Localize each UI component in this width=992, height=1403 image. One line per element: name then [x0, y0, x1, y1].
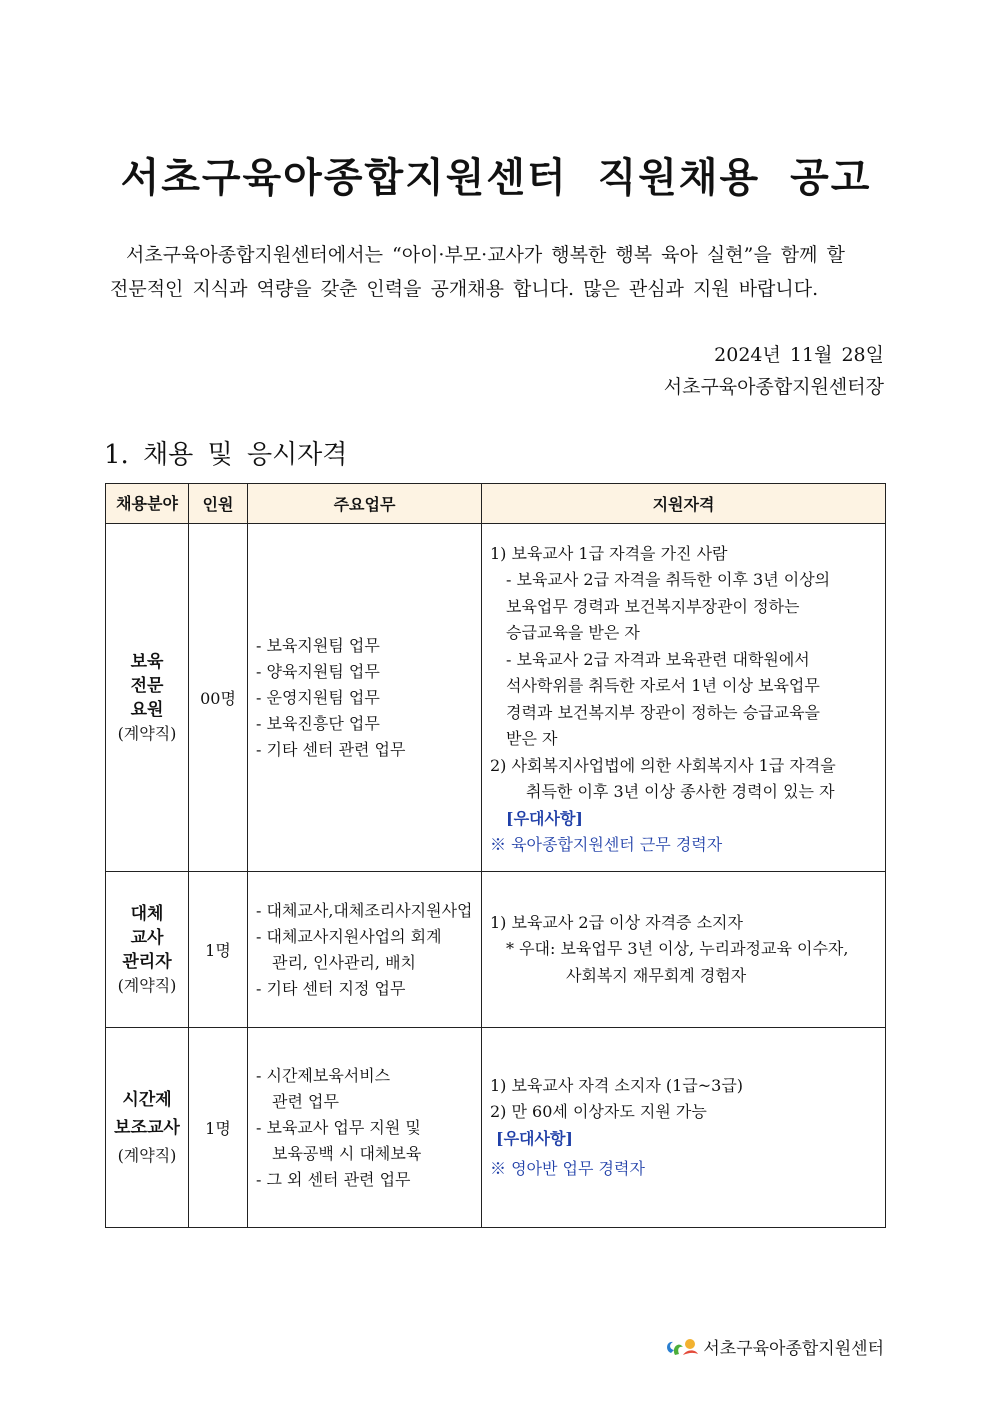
- notice-date: 2024년 11월 28일: [714, 344, 884, 366]
- field-name-line: 대체: [130, 903, 164, 924]
- qualifications-cell: [482, 872, 886, 1028]
- qualification-line: 2) 만 60세 이상자도 지원 가능: [490, 1102, 707, 1121]
- field-name-line: 교사: [130, 927, 164, 948]
- qualification-line: 보육업무 경력과 보건복지부장관이 정하는: [506, 596, 800, 616]
- footer-logo-text: 서초구육아종합지원센터: [703, 1339, 884, 1359]
- qualification-line: - 보육교사 2급 자격을 취득한 이후 3년 이상의: [506, 570, 831, 589]
- notice-signature: 서초구육아종합지원센터장: [663, 376, 884, 398]
- duty-item: - 보육교사 업무 지원 및: [256, 1117, 421, 1137]
- preference-item: ※ 영아반 업무 경력자: [490, 1159, 645, 1178]
- contract-type: (계약직): [117, 723, 177, 743]
- page-title: 서초구육아종합지원센터 직원채용 공고: [120, 155, 872, 201]
- center-logo-icon: [663, 1335, 699, 1359]
- qualification-line: 1) 보육교사 자격 소지자 (1급~3급): [490, 1075, 744, 1095]
- preference-item: ※ 육아종합지원센터 근무 경력자: [490, 835, 723, 854]
- duty-item: - 운영지원팀 업무: [256, 687, 380, 707]
- preference-title: [우대사항]: [506, 808, 583, 828]
- field-name-line: 관리자: [122, 951, 172, 972]
- header-duties: 주요업무: [248, 484, 482, 524]
- qualification-line: 1) 보육교사 1급 자격을 가진 사람: [490, 543, 728, 563]
- qualification-line: 승급교육을 받은 자: [506, 623, 640, 642]
- duty-item: 보육공백 시 대체보육: [272, 1143, 422, 1163]
- count-cell: 1명: [189, 872, 248, 1028]
- count-cell: 00명: [189, 524, 248, 872]
- table-row: [106, 872, 886, 1028]
- header-field: 채용분야: [106, 484, 189, 524]
- field-cell: [106, 524, 189, 872]
- field-name-line: 전문: [130, 675, 164, 696]
- qualification-line: 1) 보육교사 2급 이상 자격증 소지자: [490, 912, 743, 932]
- duty-item: 관련 업무: [272, 1091, 339, 1111]
- table-header-row: [106, 484, 886, 524]
- qualifications-cell: [482, 1028, 886, 1228]
- qualification-line: 석사학위를 취득한 자로서 1년 이상 보육업무: [506, 676, 820, 695]
- table-row: [106, 1028, 886, 1228]
- section-heading-1: 1. 채용 및 응시자격: [104, 440, 348, 470]
- field-name-line: 요원: [130, 699, 164, 720]
- duty-item: - 대체교사,대체조리사지원사업: [256, 900, 473, 920]
- qualification-line: * 우대: 보육업무 3년 이상, 누리과정교육 이수자,: [506, 939, 849, 959]
- preference-title: [우대사항]: [496, 1128, 573, 1148]
- footer-logo: [663, 1334, 884, 1359]
- intro-line-1: 서초구육아종합지원센터에서는 “아이·부모·교사가 행복한 행복 육아 실현”을 함께 할: [126, 244, 845, 266]
- header-count: 인원: [189, 484, 248, 524]
- header-qualifications: 지원자격: [482, 484, 886, 524]
- field-cell: [106, 872, 189, 1028]
- field-name-line: 시간제: [122, 1089, 172, 1110]
- count-cell: 1명: [189, 1028, 248, 1228]
- qualification-line: - 보육교사 2급 자격과 보육관련 대학원에서: [506, 649, 810, 669]
- duty-item: - 보육진흥단 업무: [256, 713, 380, 733]
- contract-type: (계약직): [117, 975, 177, 995]
- duty-item: - 대체교사지원사업의 회계: [256, 926, 442, 946]
- field-cell: [106, 1028, 189, 1228]
- qualification-line: 2) 사회복지사업법에 의한 사회복지사 1급 자격을: [490, 755, 836, 775]
- recruitment-table: [105, 483, 886, 1228]
- contract-type: (계약직): [117, 1145, 177, 1165]
- qualification-line: 취득한 이후 3년 이상 종사한 경력이 있는 자: [526, 782, 835, 801]
- duty-item: - 기타 센터 지정 업무: [256, 978, 406, 998]
- duties-cell: [248, 1028, 482, 1228]
- intro-line-2: 전문적인 지식과 역량을 갖춘 인력을 공개채용 합니다. 많은 관심과 지원 바랍니다.: [110, 278, 819, 300]
- qualification-line: 경력과 보건복지부 장관이 정하는 승급교육을: [506, 702, 821, 722]
- duty-item: 관리, 인사관리, 배치: [272, 952, 416, 972]
- qualifications-cell: [482, 524, 886, 872]
- intro-paragraph: [110, 238, 886, 306]
- duty-item: - 보육지원팀 업무: [256, 635, 380, 655]
- duties-cell: [248, 872, 482, 1028]
- field-name-line: 보조교사: [114, 1117, 180, 1138]
- duties-cell: [248, 524, 482, 872]
- duty-item: - 시간제보육서비스: [256, 1065, 391, 1085]
- table-row: [106, 524, 886, 872]
- qualification-line: 받은 자: [506, 729, 558, 748]
- duty-item: - 그 외 센터 관련 업무: [256, 1169, 411, 1189]
- duty-item: - 기타 센터 관련 업무: [256, 739, 406, 759]
- field-name-line: 보육: [130, 651, 164, 672]
- duty-item: - 양육지원팀 업무: [256, 661, 380, 681]
- qualification-line: 사회복지 재무회계 경험자: [566, 965, 747, 985]
